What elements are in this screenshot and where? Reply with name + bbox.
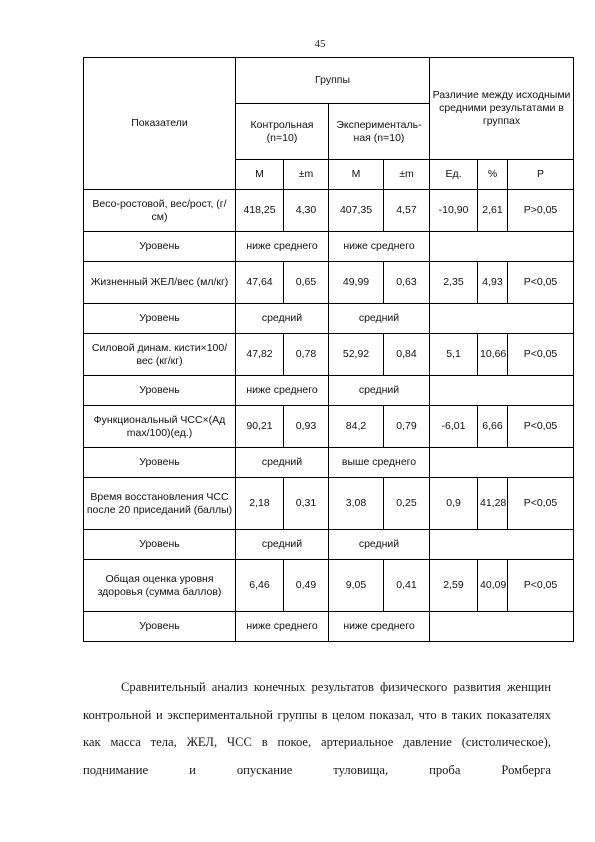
- experimental-mean-cell: 84,2: [329, 406, 384, 448]
- difference-percent-cell: 41,28: [478, 478, 508, 530]
- table-row: [84, 560, 574, 612]
- difference-units-cell: 5,1: [430, 334, 478, 376]
- experimental-error-cell: 0,79: [384, 406, 430, 448]
- empty-difference-cell: [430, 612, 574, 642]
- p-value-cell: Р<0,05: [508, 478, 574, 530]
- difference-percent-cell: 40,09: [478, 560, 508, 612]
- control-error-cell: 0,93: [284, 406, 329, 448]
- header-percent: %: [478, 160, 508, 190]
- header-control-group: Контрольная (n=10): [236, 104, 329, 160]
- empty-difference-cell: [430, 530, 574, 560]
- experimental-error-cell: 0,63: [384, 262, 430, 304]
- p-value-cell: Р<0,05: [508, 406, 574, 448]
- header-indicators: Показатели: [84, 58, 236, 190]
- control-level-cell: средний: [236, 304, 329, 334]
- control-mean-cell: 6,46: [236, 560, 284, 612]
- header-control-error: ±m: [284, 160, 329, 190]
- indicator-cell: Уровень: [84, 530, 236, 560]
- level-row: [84, 448, 574, 478]
- control-level-cell: ниже среднего: [236, 376, 329, 406]
- difference-percent-cell: 10,66: [478, 334, 508, 376]
- difference-percent-cell: 2,61: [478, 190, 508, 232]
- experimental-error-cell: 4,57: [384, 190, 430, 232]
- difference-units-cell: 2,35: [430, 262, 478, 304]
- indicator-cell: Уровень: [84, 612, 236, 642]
- control-level-cell: средний: [236, 530, 329, 560]
- p-value-cell: Р<0,05: [508, 262, 574, 304]
- header-difference: Различие между исходными средними результатами в группах: [430, 58, 574, 160]
- experimental-mean-cell: 407,35: [329, 190, 384, 232]
- results-table: [83, 57, 574, 642]
- indicator-cell: Функциональный ЧСС×(Ад max/100)(ед.): [84, 406, 236, 448]
- level-row: [84, 304, 574, 334]
- indicator-cell: Жизненный ЖЕЛ/вес (мл/кг): [84, 262, 236, 304]
- control-error-cell: 0,65: [284, 262, 329, 304]
- level-row: [84, 232, 574, 262]
- control-mean-cell: 47,82: [236, 334, 284, 376]
- difference-units-cell: -6,01: [430, 406, 478, 448]
- table-row: [84, 478, 574, 530]
- table-row: [84, 406, 574, 448]
- control-error-cell: 0,49: [284, 560, 329, 612]
- experimental-level-cell: средний: [329, 304, 430, 334]
- control-error-cell: 0,31: [284, 478, 329, 530]
- control-mean-cell: 2,18: [236, 478, 284, 530]
- body-paragraph: [83, 674, 551, 784]
- experimental-mean-cell: 9,05: [329, 560, 384, 612]
- difference-units-cell: 2,59: [430, 560, 478, 612]
- header-groups: Группы: [236, 58, 430, 104]
- header-experimental-error: ±m: [384, 160, 430, 190]
- header-control-mean: М: [236, 160, 284, 190]
- control-mean-cell: 47,64: [236, 262, 284, 304]
- control-mean-cell: 90,21: [236, 406, 284, 448]
- indicator-cell: Уровень: [84, 448, 236, 478]
- level-row: [84, 530, 574, 560]
- experimental-error-cell: 0,84: [384, 334, 430, 376]
- p-value-cell: Р>0,05: [508, 190, 574, 232]
- control-level-cell: средний: [236, 448, 329, 478]
- experimental-level-cell: средний: [329, 530, 430, 560]
- header-units: Ед.: [430, 160, 478, 190]
- control-level-cell: ниже среднего: [236, 612, 329, 642]
- indicator-cell: Общая оценка уровня здоровья (сумма баллов): [84, 560, 236, 612]
- empty-difference-cell: [430, 304, 574, 334]
- control-error-cell: 4,30: [284, 190, 329, 232]
- body-paragraph-text: Сравнительный анализ конечных результатов физического развития женщин контрольной и экспериментальной группы в целом показал, что в таких показателях как масса тела, ЖЕЛ, ЧСС в покое, артериальное давление (систолическое), поднимание и опускание туловища, проба Ромберга: [83, 680, 551, 777]
- p-value-cell: Р<0,05: [508, 334, 574, 376]
- experimental-mean-cell: 52,92: [329, 334, 384, 376]
- header-p-value: Р: [508, 160, 574, 190]
- indicator-cell: Время восстановления ЧСС после 20 приседаний (баллы): [84, 478, 236, 530]
- indicator-cell: Уровень: [84, 232, 236, 262]
- empty-difference-cell: [430, 376, 574, 406]
- p-value-cell: Р<0,05: [508, 560, 574, 612]
- indicator-cell: Уровень: [84, 304, 236, 334]
- experimental-level-cell: ниже среднего: [329, 232, 430, 262]
- level-row: [84, 376, 574, 406]
- experimental-mean-cell: 49,99: [329, 262, 384, 304]
- control-mean-cell: 418,25: [236, 190, 284, 232]
- experimental-mean-cell: 3,08: [329, 478, 384, 530]
- empty-difference-cell: [430, 232, 574, 262]
- experimental-error-cell: 0,25: [384, 478, 430, 530]
- table-row: [84, 334, 574, 376]
- indicator-cell: Силовой динам. кисти×100/вес (кг/кг): [84, 334, 236, 376]
- difference-percent-cell: 4,93: [478, 262, 508, 304]
- indicator-cell: Весо-ростовой, вес/рост, (г/см): [84, 190, 236, 232]
- control-level-cell: ниже среднего: [236, 232, 329, 262]
- page-number: 45: [314, 38, 326, 50]
- level-row: [84, 612, 574, 642]
- difference-percent-cell: 6,66: [478, 406, 508, 448]
- header-experimental-group: Экспериментальная (n=10): [329, 104, 430, 160]
- table-row: [84, 190, 574, 232]
- difference-units-cell: 0,9: [430, 478, 478, 530]
- experimental-level-cell: ниже среднего: [329, 612, 430, 642]
- empty-difference-cell: [430, 448, 574, 478]
- indicator-cell: Уровень: [84, 376, 236, 406]
- experimental-level-cell: выше среднего: [329, 448, 430, 478]
- header-experimental-mean: М: [329, 160, 384, 190]
- table-row: [84, 262, 574, 304]
- experimental-error-cell: 0,41: [384, 560, 430, 612]
- experimental-level-cell: средний: [329, 376, 430, 406]
- difference-units-cell: -10,90: [430, 190, 478, 232]
- control-error-cell: 0,78: [284, 334, 329, 376]
